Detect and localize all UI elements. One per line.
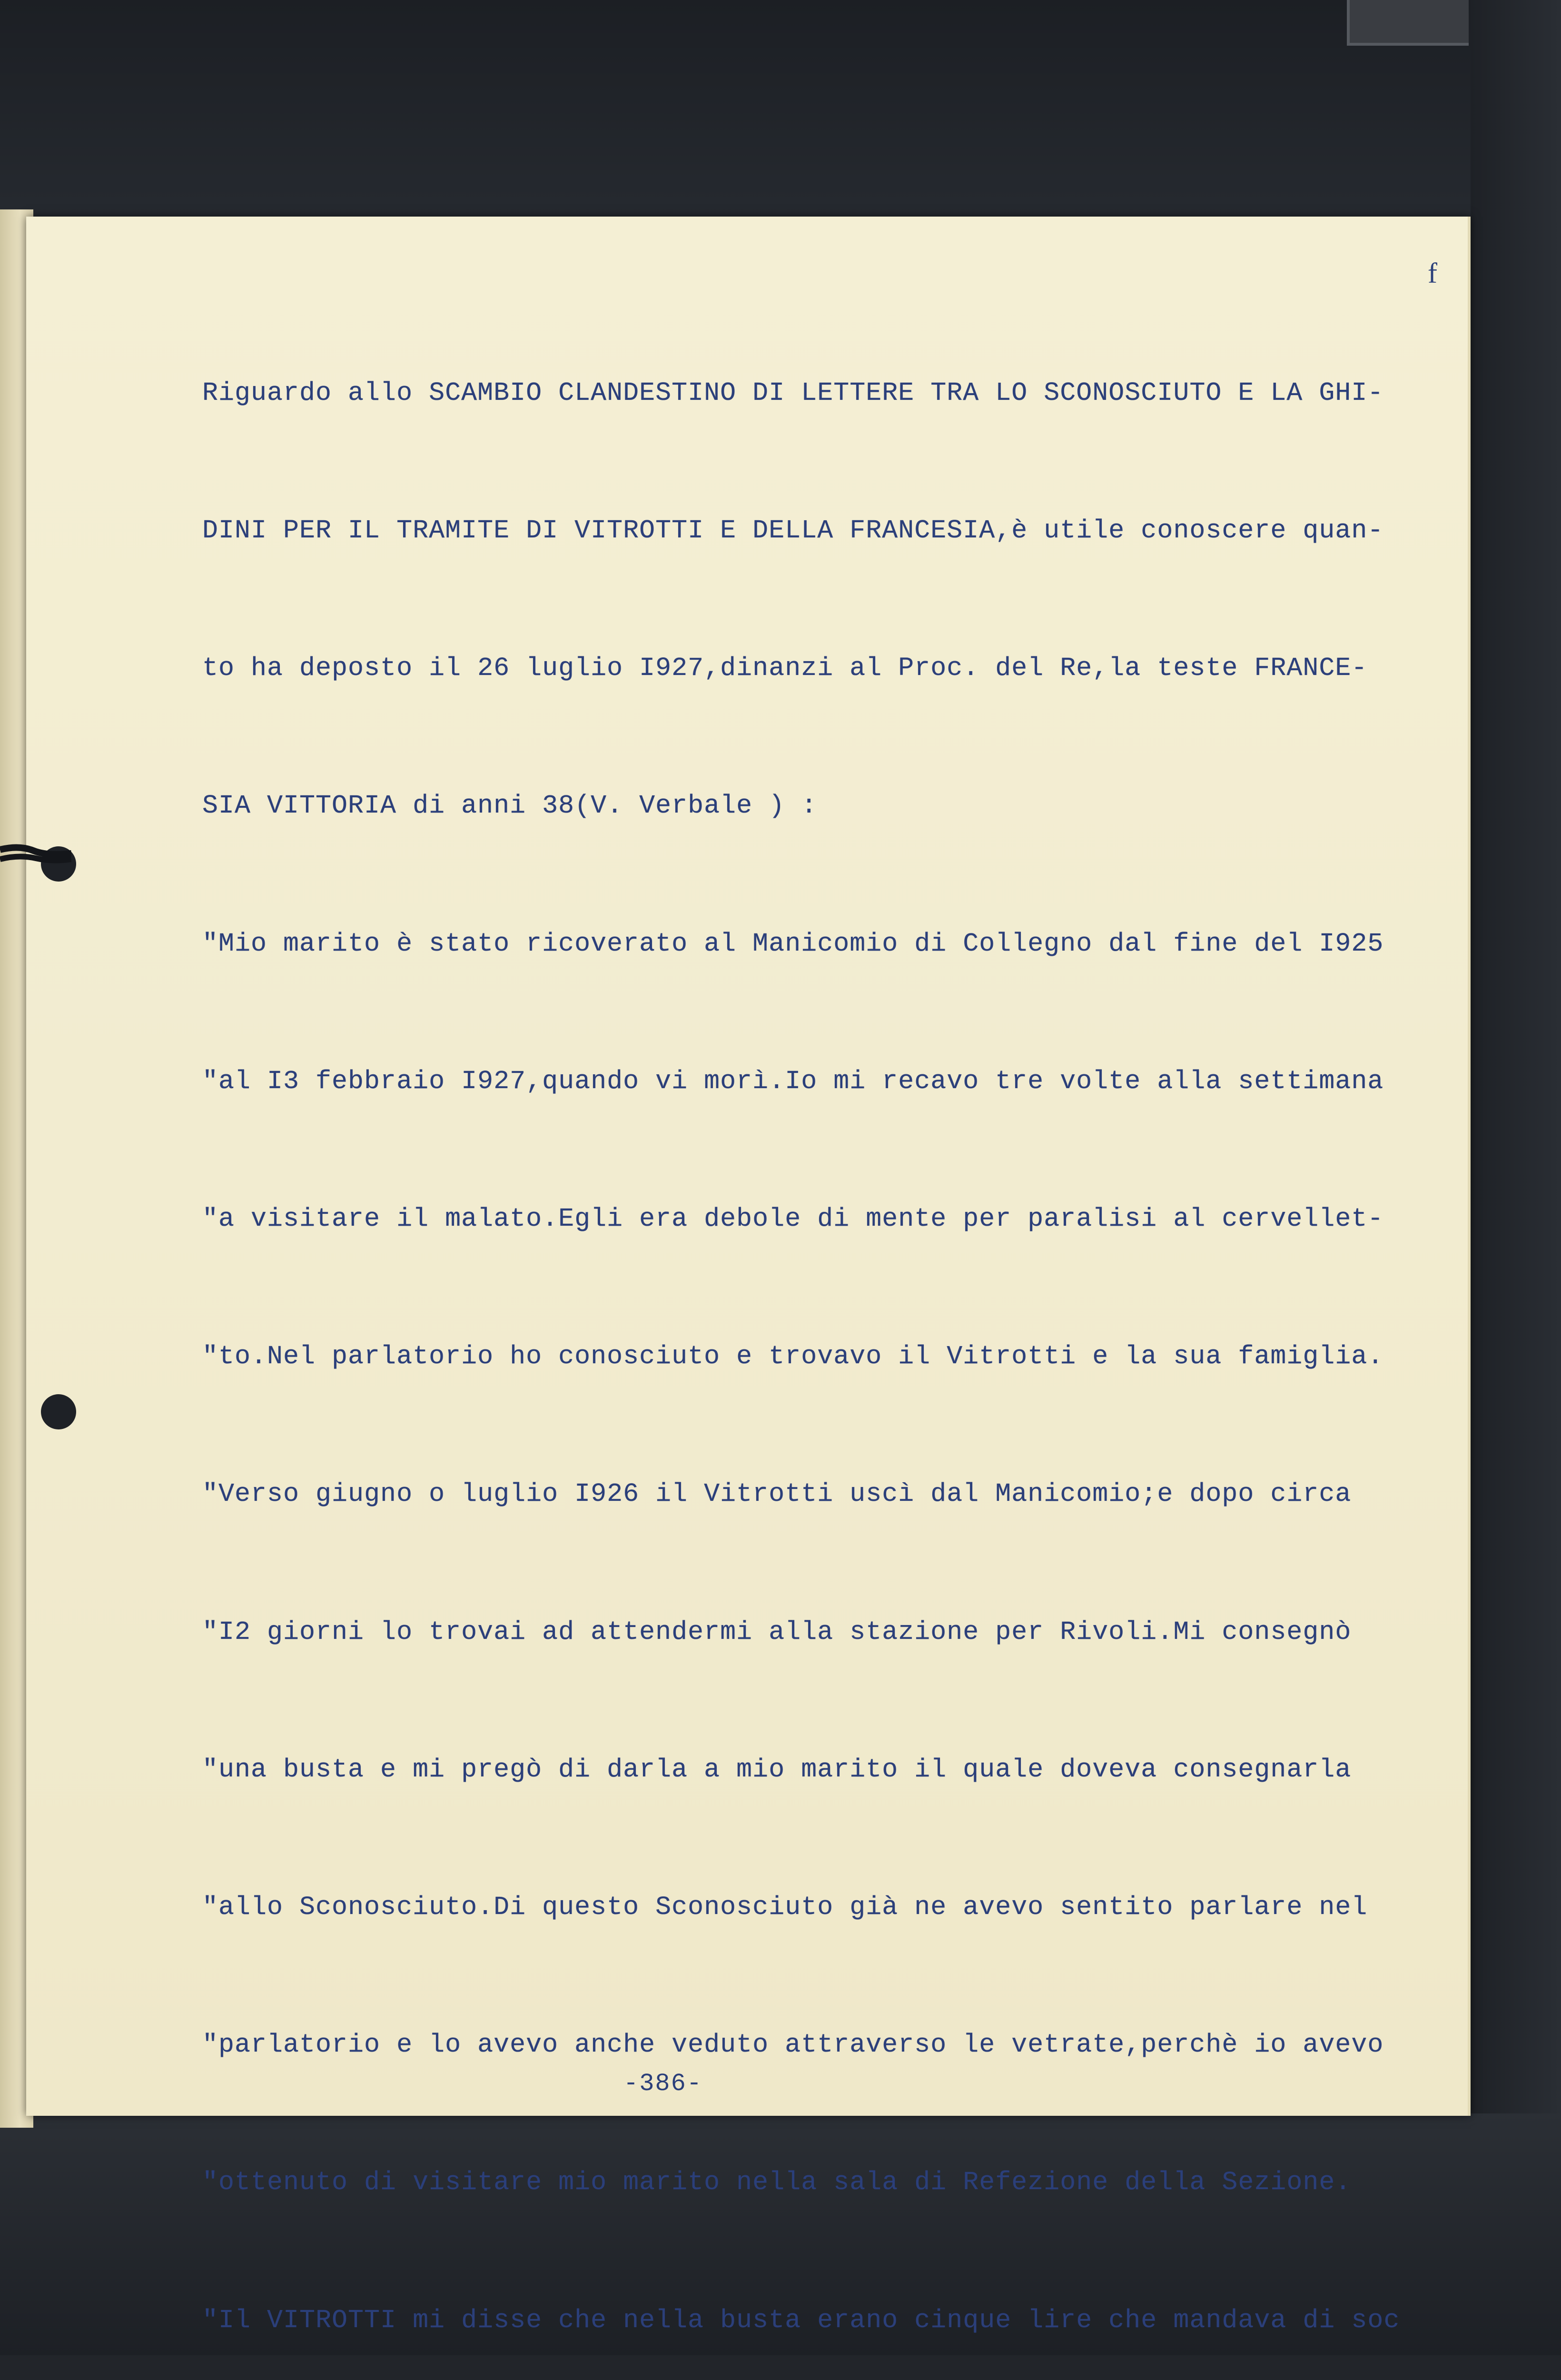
text-line: "al I3 febbraio I927,quando vi morì.Io mi recavo tre volte alla settimana [202, 1066, 1384, 1096]
text-line: "to.Nel parlatorio ho conosciuto e trovavo il Vitrotti e la sua famiglia. [202, 1341, 1384, 1372]
text-line: "I2 giorni lo trovai ad attendermi alla stazione per Rivoli.Mi consegnò [202, 1616, 1352, 1647]
binding-string [0, 840, 71, 869]
corner-clip [1347, 0, 1469, 46]
text-line: to ha deposto il 26 luglio I927,dinanzi al Proc. del Re,la teste FRANCE- [202, 653, 1368, 684]
text-line: "parlatorio e lo avevo anche veduto attraverso le vetrate,perchè io avevo [202, 2030, 1384, 2060]
text-line: "allo Sconosciuto.Di questo Sconosciuto già ne avevo sentito parlare nel [202, 1892, 1368, 1923]
text-line: "a visitare il malato.Egli era debole di mente per paralisi al cervellet- [202, 1204, 1384, 1234]
text-line: "Verso giugno o luglio I926 il Vitrotti uscì dal Manicomio;e dopo circa [202, 1479, 1352, 1509]
text-line: "una busta e mi pregò di darla a mio marito il quale doveva consegnarla [202, 1754, 1352, 1785]
punch-hole [41, 1394, 76, 1429]
text-line: SIA VITTORIA di anni 38(V. Verbale ) : [202, 791, 818, 821]
margin-mark: f [1428, 258, 1437, 289]
background-right [1471, 0, 1561, 2355]
text-line: "ottenuto di visitare mio marito nella sala di Refezione della Sezione. [202, 2167, 1352, 2198]
text-line: "Mio marito è stato ricoverato al Manicomio di Collegno dal fine del I925 [202, 928, 1384, 959]
text-line: DINI PER IL TRAMITE DI VITROTTI E DELLA FRANCESIA,è utile conoscere quan- [202, 516, 1384, 546]
background-top [0, 0, 1561, 224]
page-number: -386- [623, 2070, 703, 2098]
text-line: "Il VITROTTI mi disse che nella busta erano cinque lire che mandava di soc [202, 2305, 1400, 2335]
text-line: Riguardo allo SCAMBIO CLANDESTINO DI LETTERE TRA LO SCONOSCIUTO E LA GHI- [202, 377, 1384, 408]
typewritten-text [202, 278, 1463, 2380]
